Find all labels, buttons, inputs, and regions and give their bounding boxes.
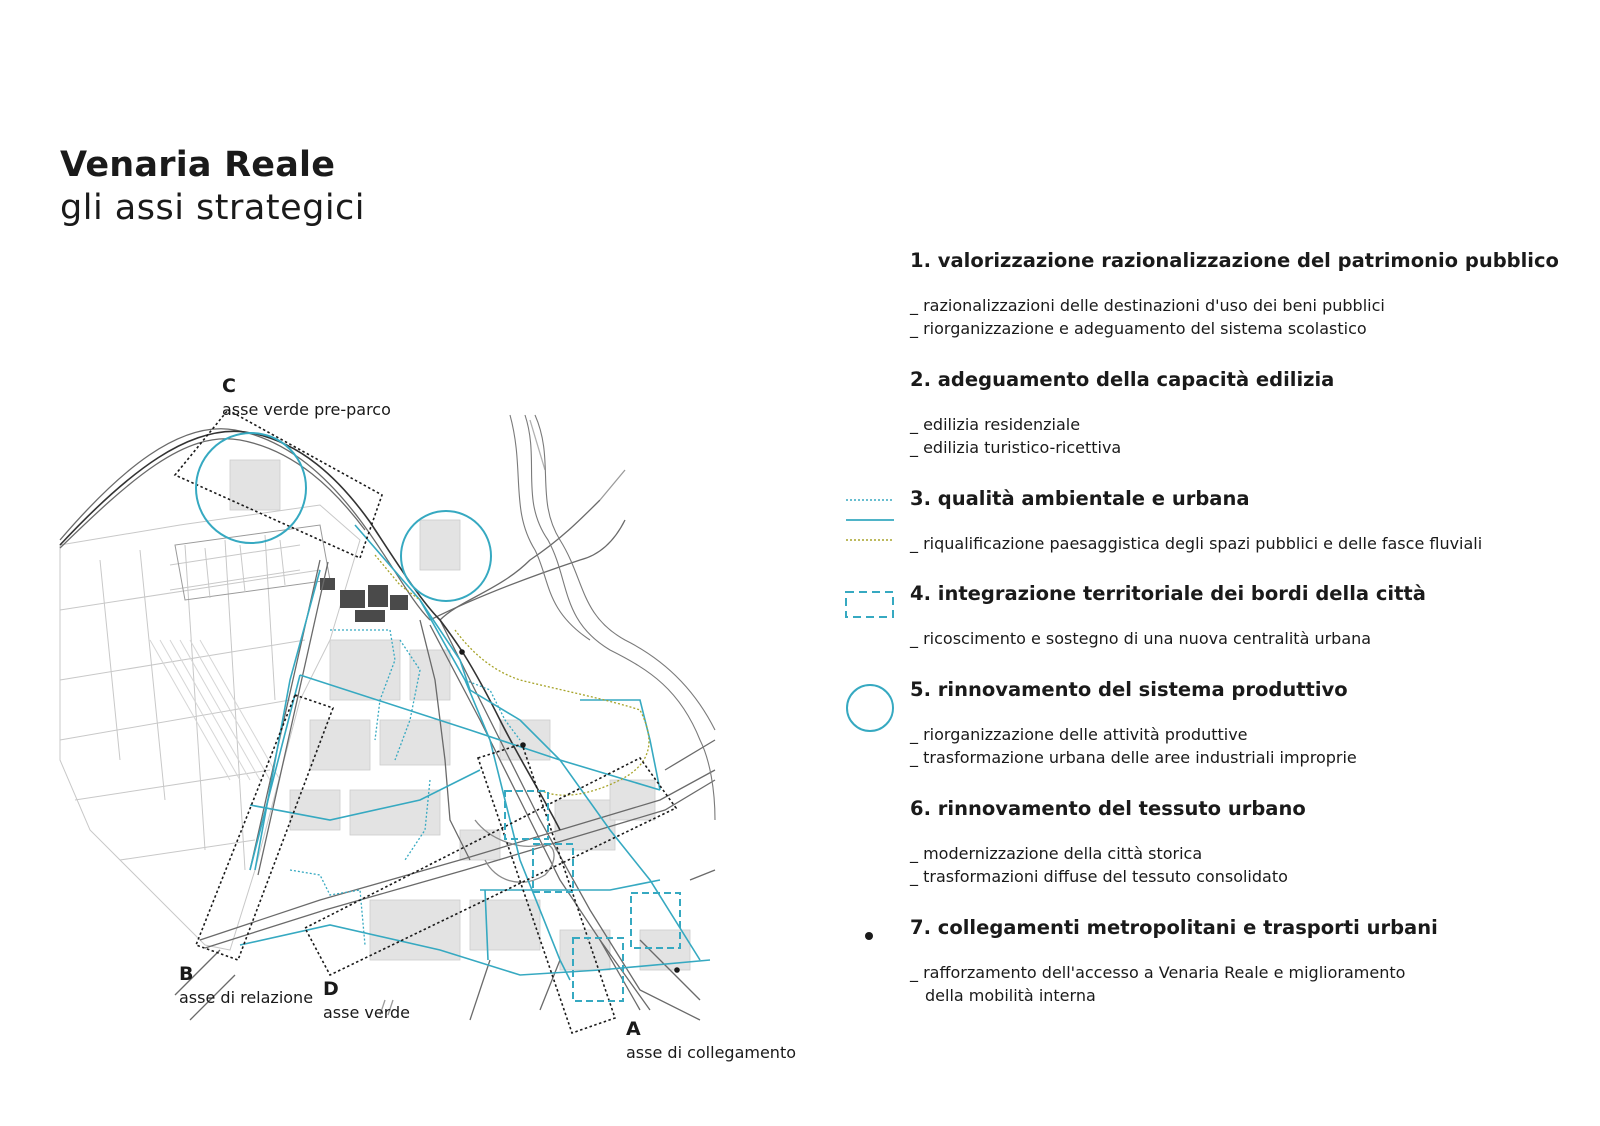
legend-item-4 (910, 580, 1600, 651)
legend-heading-7: 7. collegamenti metropolitani e trasporti urbani (910, 916, 1438, 939)
axis-d-label (323, 976, 410, 1024)
legend-item-7 (910, 914, 1600, 1007)
legend-bullet-7-1: _ rafforzamento dell'accesso a Venaria Reale e miglioramento della mobilità interna (910, 962, 1600, 1007)
legend-bullet-3-1: _ riqualificazione paesaggistica degli spazi pubblici e delle fasce fluviali (910, 534, 1483, 553)
legend-bullet-1-1: _ razionalizzazioni delle destinazioni d'uso dei beni pubblici (910, 296, 1385, 315)
legend-bullet-6-1: _ modernizzazione della città storica (910, 844, 1203, 863)
legend-heading-5: 5. rinnovamento del sistema produttivo (910, 678, 1348, 701)
station-dot-3 (674, 967, 680, 973)
page-title: Venaria Reale (60, 145, 336, 185)
station-dot-1 (459, 649, 465, 655)
legend-bullet-2-2: _ edilizia turistico-ricettiva (910, 437, 1122, 457)
axis-c-label (222, 373, 391, 421)
legend-heading-3: 3. qualità ambientale e urbana (910, 487, 1250, 510)
legend-heading-6: 6. rinnovamento del tessuto urbano (910, 797, 1306, 820)
legend-bullet-5-2: _ trasformazione urbana delle aree industriali improprie (910, 747, 1357, 767)
legend-symbol-circle (844, 682, 896, 734)
legend-bullet-continuation: della mobilità interna (925, 985, 1096, 1005)
axis-d-letter: D (323, 978, 339, 1000)
legend-heading-4: 4. integrazione territoriale dei bordi della città (910, 582, 1426, 605)
legend-bullet-1-2: _ riorganizzazione e adeguamento del sistema scolastico (910, 318, 1367, 338)
axis-d-text: asse verde (323, 1003, 411, 1022)
page-subtitle: gli assi strategici (60, 188, 366, 228)
legend-symbol-dot (863, 930, 875, 942)
legend-bullet-2-1: _ edilizia residenziale (910, 415, 1081, 434)
axis-c-letter: C (222, 375, 236, 397)
axis-b-label (179, 961, 313, 1009)
map-historic-centre (320, 578, 408, 622)
map-urban-blocks (230, 460, 690, 970)
axis-a-label (626, 1016, 796, 1064)
legend-item-2 (910, 366, 1600, 459)
legend-bullet-5-1: _ riorganizzazione delle attività produttive (910, 725, 1248, 744)
legend-item-3 (910, 485, 1600, 556)
legend-bullet-6-2: _ trasformazioni diffuse del tessuto consolidato (910, 866, 1288, 886)
axis-a-text: asse di collegamento (626, 1043, 797, 1062)
legend-item-6 (910, 795, 1600, 888)
axis-c-text: asse verde pre-parco (222, 400, 391, 419)
legend-item-5 (910, 676, 1600, 769)
station-dot-2 (520, 742, 526, 748)
centrality-square-1 (505, 791, 548, 839)
map-productive-circles (196, 433, 491, 601)
axis-b-letter: B (179, 963, 194, 985)
legend-symbol-lines (844, 493, 896, 543)
axis-a-letter: A (626, 1018, 641, 1040)
legend-heading-1: 1. valorizzazione razionalizzazione del patrimonio pubblico (910, 249, 1559, 272)
legend-symbol-dashed-square (844, 590, 896, 620)
legend-bullet-4-1: _ ricoscimento e sostegno di una nuova centralità urbana (910, 629, 1372, 648)
axis-a-frame (478, 744, 615, 1033)
legend-item-1 (910, 247, 1600, 340)
legend-heading-2: 2. adeguamento della capacità edilizia (910, 368, 1335, 391)
axis-b-text: asse di relazione (179, 988, 314, 1007)
city-map (0, 0, 760, 1126)
